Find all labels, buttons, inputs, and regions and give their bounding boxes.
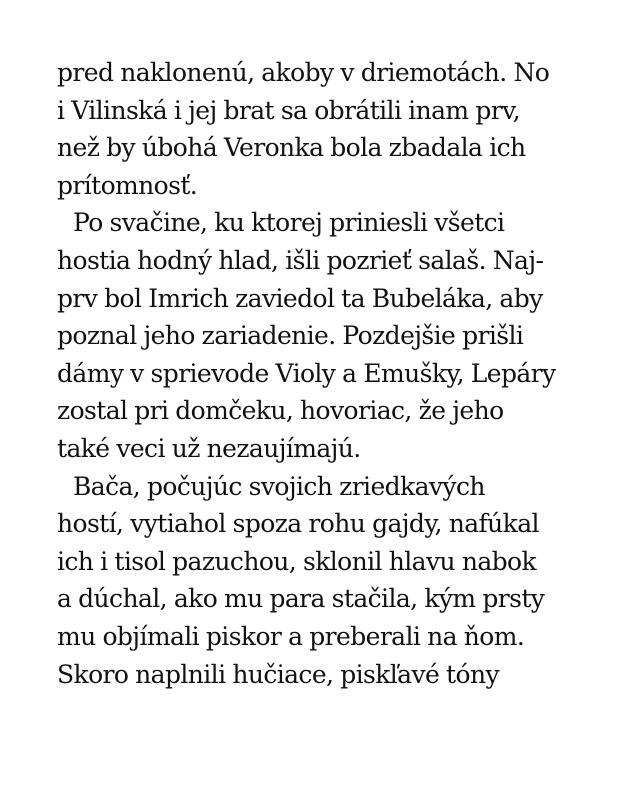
text-line: také veci už nezaujímajú.: [57, 433, 361, 463]
text-line: hostí, vytiahol spoza rohu gajdy, nafúkal: [57, 509, 539, 539]
text-line: dámy v sprievode Violy a Emušky, Lepáry: [57, 358, 556, 388]
text-line: než by úbohá Veronka bola zbadala ich: [57, 133, 526, 163]
text-line: Skoro naplnili hučiace, piskľavé tóny: [57, 659, 499, 689]
text-line-indented: Bača, počujúc svojich zriedkavých: [73, 471, 485, 501]
text-line: pred naklonenú, akoby v driemotách. No: [57, 58, 550, 87]
text-line: prítomnosť.: [57, 170, 198, 200]
text-line: zostal pri domčeku, hovoriac, že jeho: [57, 396, 504, 426]
text-line: prv bol Imrich zaviedol ta Bubeláka, aby: [57, 283, 543, 313]
text-line: hostia hodný hlad, išli pozrieť salaš. Naj-: [57, 245, 544, 275]
text-line: i Vilinská i jej brat sa obrátili inam prv,: [57, 95, 520, 125]
text-line: poznal jeho zariadenie. Pozdejšie prišli: [57, 321, 524, 351]
paragraph-1: [57, 54, 597, 204]
paragraph-3: [57, 468, 597, 694]
text-line: mu objímali piskor a preberali na ňom.: [57, 621, 525, 651]
paragraph-2: [57, 204, 597, 467]
text-line: a dúchal, ako mu para stačila, kým prsty: [57, 584, 545, 614]
book-page: [57, 54, 597, 693]
text-line-indented: Po svačine, ku ktorej priniesli všetci: [73, 208, 505, 238]
text-line: ich i tisol pazuchou, sklonil hlavu nabok: [57, 546, 537, 576]
